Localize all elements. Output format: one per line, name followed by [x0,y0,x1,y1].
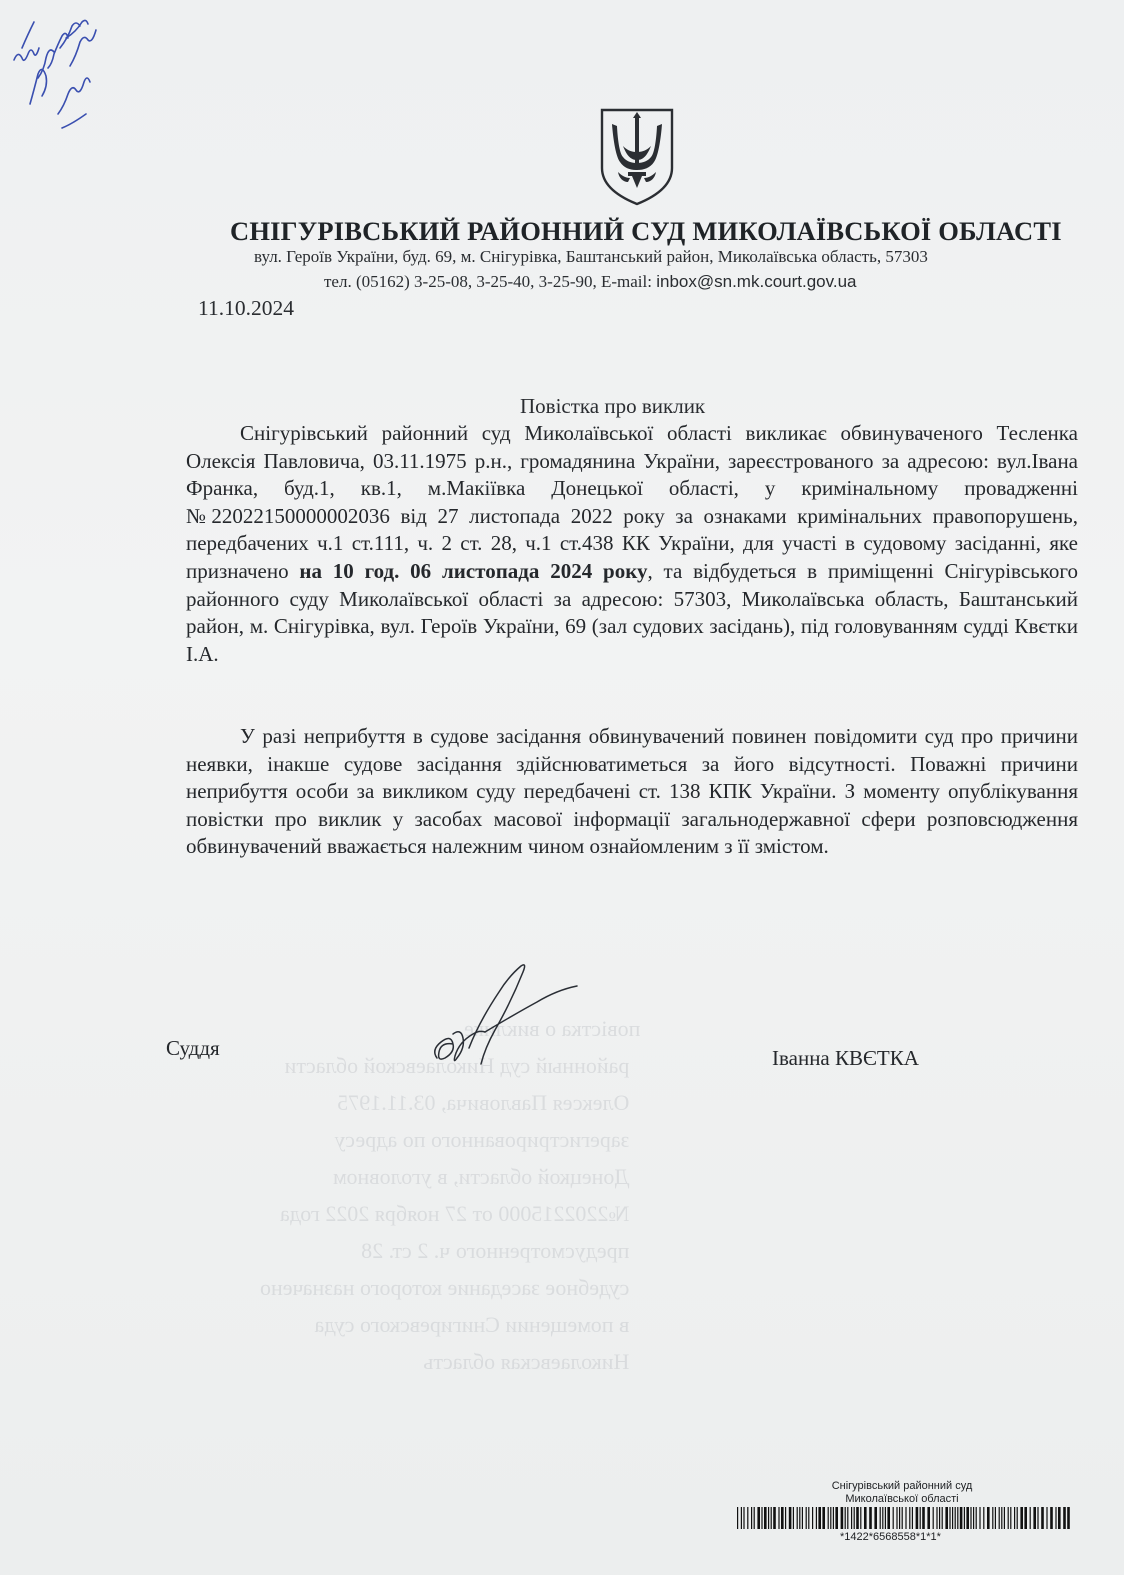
barcode-bar [945,1507,948,1529]
barcode-bar [743,1507,744,1529]
barcode-bar [830,1507,831,1529]
barcode-bar [816,1507,817,1529]
barcode-bar [966,1507,969,1529]
stamp-line-2: Миколаївської області [845,1493,959,1505]
barcode-bar [761,1507,762,1529]
barcode-bar [869,1507,872,1529]
barcode-bar [778,1507,779,1529]
barcode-bar [960,1507,963,1529]
barcode-bar [841,1507,844,1529]
barcode-bar [860,1507,861,1529]
barcode-bar [933,1507,934,1529]
barcode-bar [899,1507,900,1529]
barcode-bar [1037,1507,1038,1529]
barcode-bar [896,1507,897,1529]
barcode-bar [741,1507,742,1529]
barcode-bar [922,1507,925,1529]
handwritten-signature [425,962,585,1080]
court-address [254,247,928,267]
barcode-bar [936,1507,937,1529]
document-title: Повістка про виклик [520,394,706,418]
barcode-bar [1063,1507,1066,1529]
barcode-bar [939,1507,940,1529]
barcode-bar [979,1507,980,1529]
barcode-bar [822,1507,825,1529]
barcode-bar [781,1507,784,1529]
barcode [737,1507,1070,1529]
coat-of-arms-icon [598,106,676,206]
barcode-bar [812,1507,813,1529]
barcode-bar [1030,1507,1031,1529]
barcode-bar [942,1507,943,1529]
barcode-bar [802,1507,803,1529]
barcode-bar [757,1507,760,1529]
summons-paragraph-1: Снігурівський районний суд Миколаївської області викликає обвинуваченого Тесленка Олексія Павловича, 03.11.1975 р.н., громадянина України, зареєстрованого за адресою: вул.Івана Франка, буд.1, кв.1, м.Макіївка Донецької області, у кримінальному провадженні №22022150000002036 від 27 листопада 2022 року за ознаками кримінальних правопорушень, передбачених ч.1 ст.111, ч. 2 ст. 28, ч.1 ст.438 КК України, для участі в судовому засіданні, яке призначено на 10 год. 06 листопада 2024 року, та відбудеться в приміщенні Снігурівського районного суду Миколаївської області за адресою: 57303, Миколаївська область, Баштанський район, м. Снігурівка, вул. Героїв України, 69 (зал судових засідань), під головуванням судді Квєтки І.А. [186,421,1078,666]
barcode-bar [909,1507,910,1529]
court-contacts [324,272,857,292]
barcode-bar [773,1507,776,1529]
barcode-bar [754,1507,755,1529]
barcode-bar [957,1507,958,1529]
barcode-bar [905,1507,906,1529]
barcode-bar [920,1507,921,1529]
barcode-bar [785,1507,786,1529]
barcode-bar [1058,1507,1061,1529]
barcode-bar [835,1507,838,1529]
barcode-bar [747,1507,748,1529]
email-link[interactable]: inbox@sn.mk.court.gov.ua [656,272,857,291]
barcode-bar [995,1507,996,1529]
show-through-text: повістка о виклике районный суд Николаевской области Олексея Павловича, 03.11.1975 зарегистрированного по адресу Донецкой области, в уголовном №2202215000 от 27 ноября 2022 года предусмотренного ч. 2 ст. 28 судебное заседание которого назначено в помещении Снигиревского суда Николаевская область [260,1016,641,1374]
barcode-bar [799,1507,800,1529]
barcode-bar [737,1507,738,1529]
barcode-bar [864,1507,867,1529]
barcode-bar [1024,1507,1027,1529]
barcode-bar [880,1507,881,1529]
barcode-bar [1046,1507,1047,1529]
barcode-bar [793,1507,794,1529]
barcode-bar [1001,1507,1002,1529]
barcode-bar [964,1507,965,1529]
barcode-bar [856,1507,859,1529]
barcode-bar [789,1507,792,1529]
barcode-bar [927,1507,930,1529]
barcode-bar [818,1507,821,1529]
barcode-number: *1422*6568558*1*1* [840,1531,941,1543]
address-text: вул. Героїв України, буд. 69, м. Снігурівка, Баштанський район, Миколаївська область, 57303 [254,247,928,266]
summons-body [186,420,1078,668]
phones-text: тел. (05162) 3-25-08, 3-25-40, 3-25-90, E-mail: [324,272,652,291]
barcode-bar [916,1507,919,1529]
barcode-bar [949,1507,950,1529]
summons-notice [186,723,1078,861]
barcode-bar [751,1507,752,1529]
summons-paragraph-2: У разі неприбуття в судове засідання обвинувачений повинен повідомити суд про причини неявки, інакше судове засідання здійснюватиметься за його відсутності. Поважні причини неприбуття особи за викликом суду передбачені ст. 138 КПК України. З моменту опублікування повістки про виклик у засобах масової інформації загальнодержавної сфери розповсюдження обвинувачений вважається належним чином ознайомленим з її змістом. [186,724,1078,859]
barcode-bar [771,1507,772,1529]
barcode-bar [882,1507,883,1529]
barcode-bar [992,1507,993,1529]
document-date: 11.10.2024 [198,296,294,320]
court-stamp [802,1480,1002,1506]
hearing-datetime: на 10 год. 06 листопада 2024 року [299,558,648,583]
barcode-bar [1033,1507,1036,1529]
barcode-bar [764,1507,767,1529]
barcode-bar [1004,1507,1005,1529]
stamp-line-1: Снігурівський районний суд [831,1480,973,1492]
barcode-bar [999,1507,1000,1529]
barcode-bar [1020,1507,1023,1529]
barcode-bar [952,1507,953,1529]
barcode-bar [893,1507,894,1529]
barcode-bar [768,1507,769,1529]
signatory-role: Суддя [166,1036,220,1060]
barcode-bar [970,1507,971,1529]
barcode-bar [1014,1507,1015,1529]
barcode-bar [902,1507,903,1529]
barcode-bar [987,1507,990,1529]
barcode-bar [1067,1507,1070,1529]
barcode-bar [1055,1507,1056,1529]
barcode-bar [1041,1507,1044,1529]
barcode-bar [1008,1507,1009,1529]
barcode-bar [973,1507,974,1529]
barcode-bar [806,1507,807,1529]
handwritten-note [8,8,118,138]
barcode-bar [847,1507,848,1529]
barcode-bar [1017,1507,1018,1529]
barcode-bar [808,1507,809,1529]
barcode-bar [854,1507,855,1529]
court-name-heading: СНІГУРІВСЬКИЙ РАЙОННИЙ СУД МИКОЛАЇВСЬКОЇ ОБЛАСТІ [230,216,1062,246]
barcode-bar [851,1507,852,1529]
barcode-bar [887,1507,890,1529]
barcode-bar [1050,1507,1053,1529]
barcode-bar [955,1507,956,1529]
barcode-bar [874,1507,877,1529]
barcode-bar [828,1507,829,1529]
barcode-bar [885,1507,886,1529]
barcode-bar [845,1507,846,1529]
signatory-name: Іванна КВЄТКА [772,1046,919,1070]
barcode-bar [983,1507,984,1529]
barcode-bar [912,1507,913,1529]
barcode-bar [1010,1507,1011,1529]
barcode-bar [797,1507,798,1529]
barcode-bar [833,1507,834,1529]
barcode-bar [976,1507,977,1529]
